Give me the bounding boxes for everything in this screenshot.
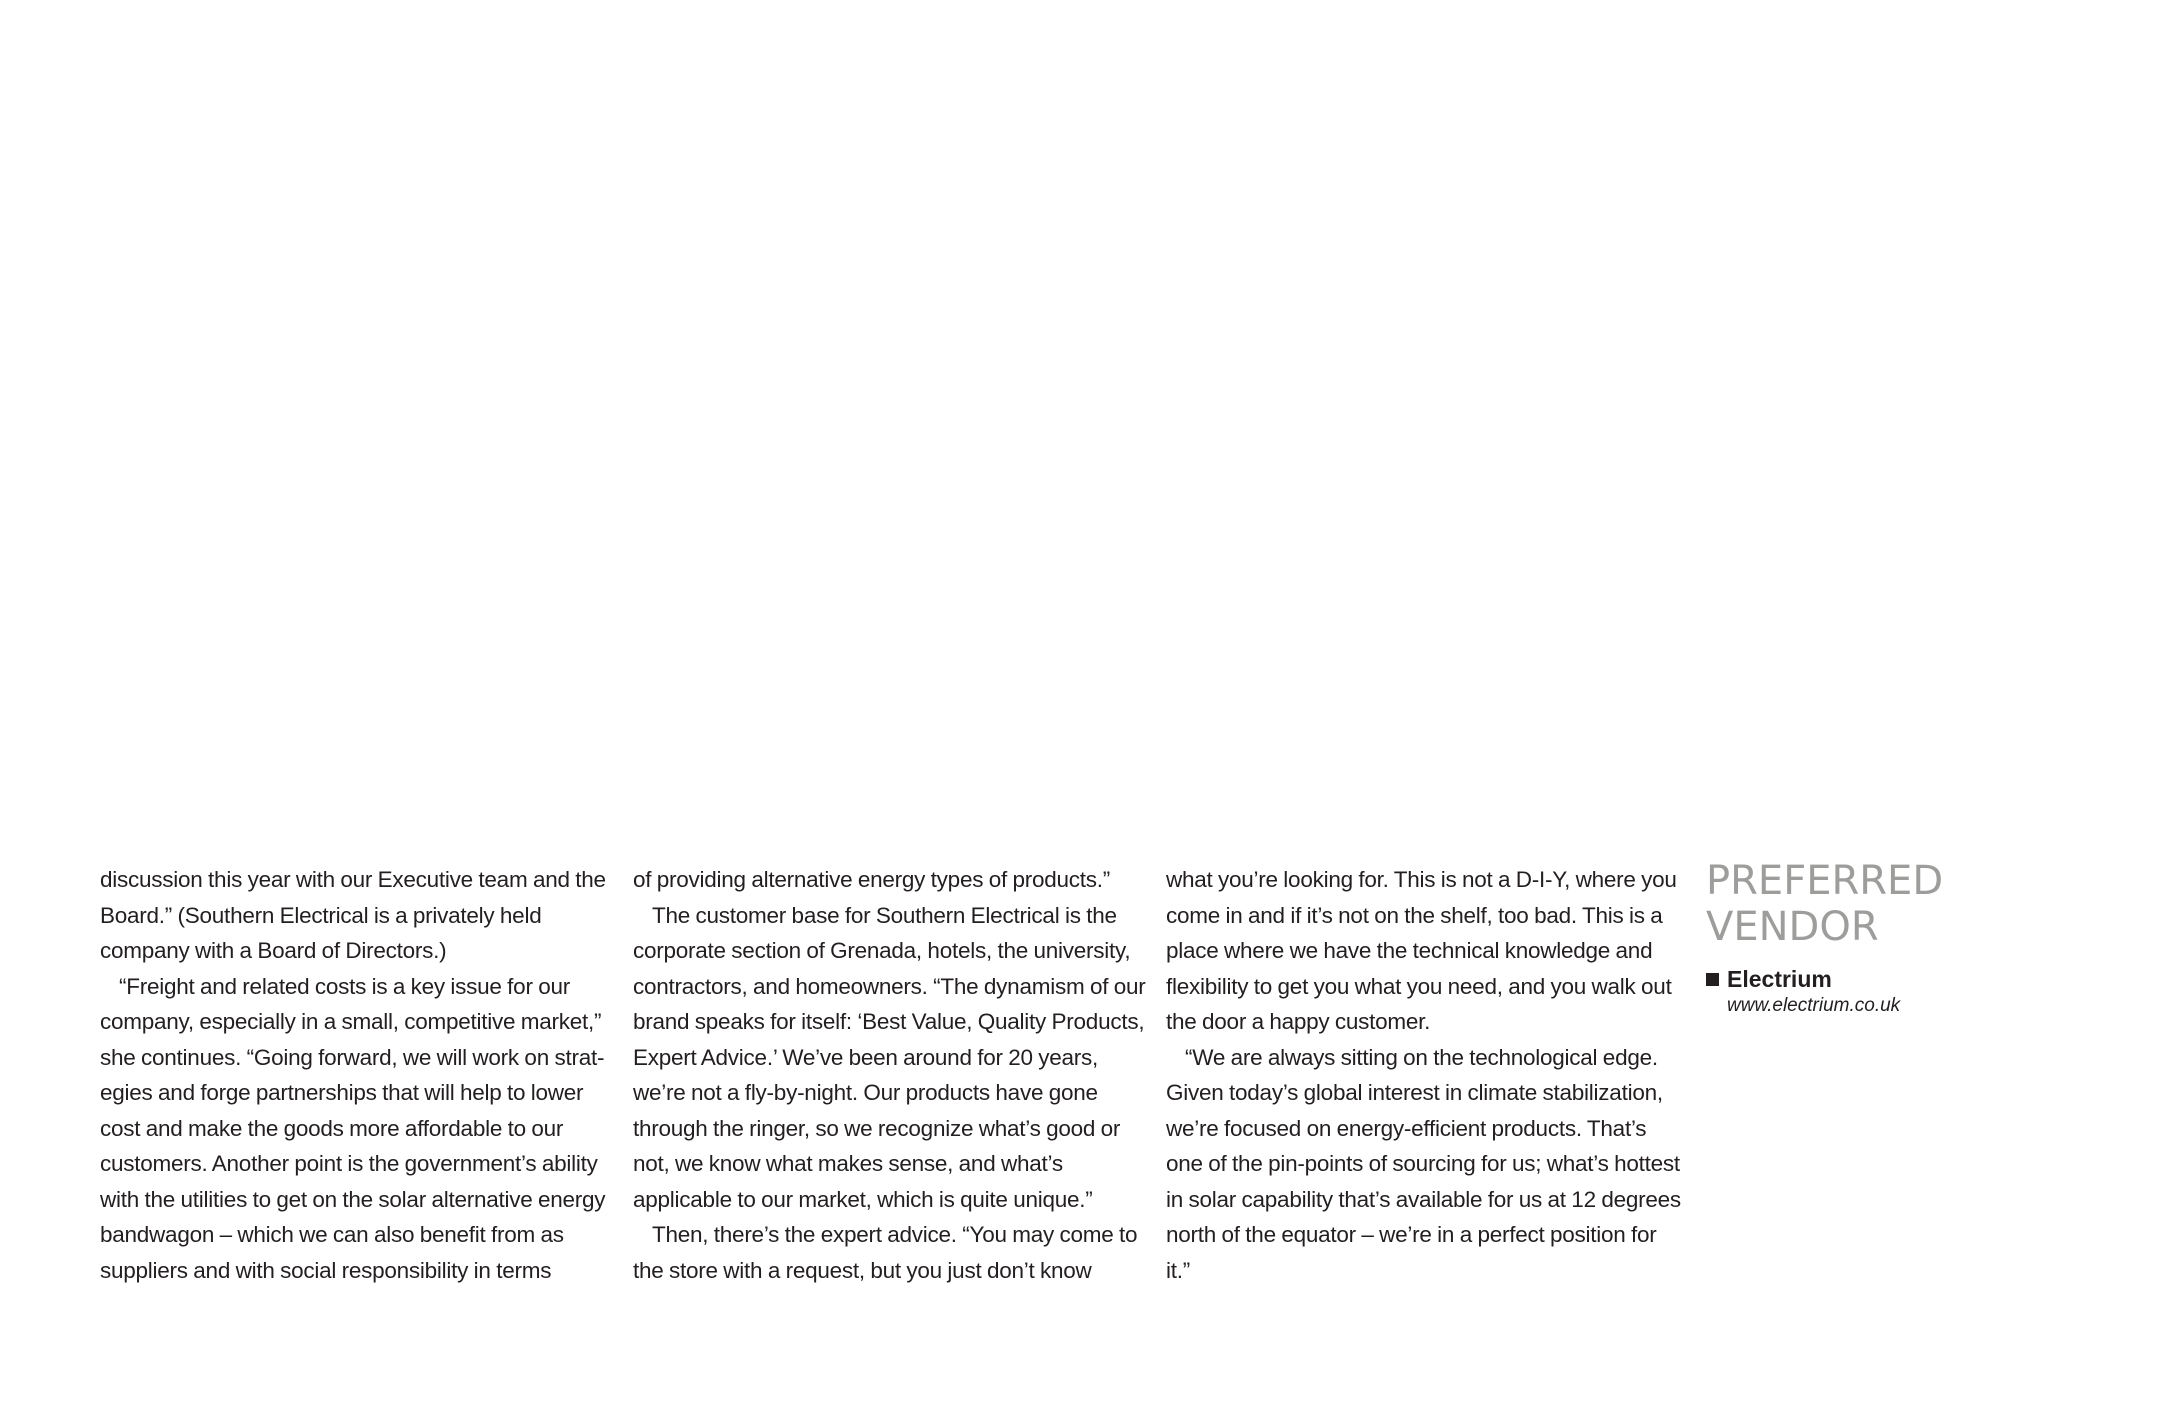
article-column-3 (1166, 862, 1686, 1288)
preferred-vendor-heading: PREFERRED VENDOR (1706, 858, 1944, 950)
vendor-name: Electrium (1727, 966, 1832, 992)
article-paragraph: discussion this year with our Executive team and the Board.” (Southern Electrical is a privately held company with a Board of Directors.) (100, 867, 606, 963)
article-column-1 (100, 862, 620, 1288)
article-paragraph: what you’re looking for. This is not a D-I-Y, where you come in and if it’s not on the shelf, too bad. This is a place where we have the technical knowledge and flexibility to get you what you need, and you walk out the door a happy customer. (1166, 867, 1677, 1034)
preferred-vendor-box (1706, 858, 2066, 1018)
article-paragraph: of providing alternative energy types of products.” (633, 867, 1111, 892)
article-paragraph: Then, there’s the expert advice. “You may come to the store with a request, but you just don’t know (633, 1222, 1138, 1283)
article-paragraph: “Freight and related costs is a key issue for our company, especially in a small, competitive market,” she continues. “Going forward, we will work on strategies and forge partnerships that will help to lower cost and make the goods more affordable to our customers. Another point is the government’s ability with the utilities to get on the solar alternative energy bandwagon – which we can also benefit from as suppliers and with social responsibility in terms (100, 973, 606, 1283)
vendor-url[interactable]: www.electrium.co.uk (1727, 995, 1901, 1016)
article-paragraph: The customer base for Southern Electrical is the corporate section of Grenada, hotels, the university, contractors, and homeowners. “The dynamism of our brand speaks for itself: ‘Best Value, Quality Products, Expert Advice.’ We’ve been around for 20 years, we’re not a fly-by-night. Our products have gone through the ringer, so we recognize what’s good or not, we know what makes sense, and what’s applicable to our market, which is quite unique.” (633, 902, 1146, 1212)
vendor-details (1727, 964, 1900, 1018)
article-paragraph: “We are always sitting on the technological edge. Given today’s global interest in climate stabilization, we’re focused on energy-efficient products. That’s one of the pin-points of sourcing for us; what’s hottest in solar capability that’s available for us at 12 degrees north of the equator – we’re in a perfect position for it.” (1166, 1044, 1681, 1283)
article-column-2 (633, 862, 1153, 1288)
square-bullet-icon (1706, 973, 1719, 986)
vendor-entry (1706, 964, 2066, 1018)
